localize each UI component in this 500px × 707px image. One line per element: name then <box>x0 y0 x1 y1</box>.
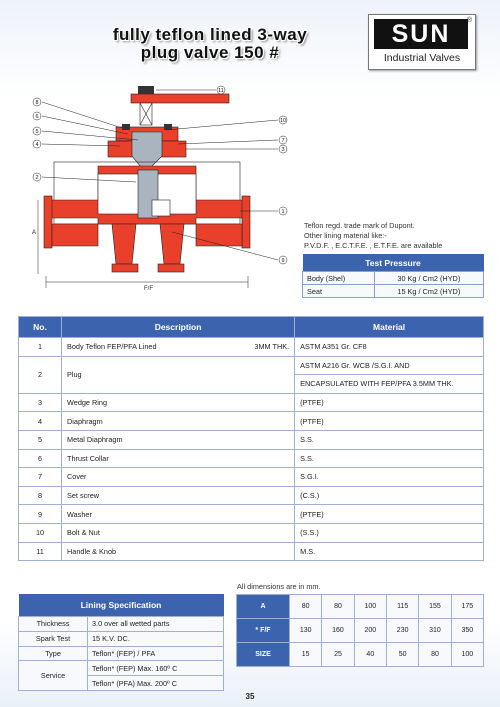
part-desc: Body Teflon FEP/PFA Lined <box>62 338 223 357</box>
dim-cell: 50 <box>386 643 418 667</box>
table-row <box>19 356 484 375</box>
title-line-2: plug valve 150 # <box>140 43 280 62</box>
part-material: ASTM A216 Gr. WCB /S.G.I. AND <box>295 356 484 375</box>
table-row <box>19 338 484 357</box>
callout-8: 8 <box>35 100 39 106</box>
right-flange <box>242 196 250 248</box>
part-no: 4 <box>19 412 62 431</box>
dim-cell: 200 <box>354 619 386 643</box>
dim-cell: 230 <box>386 619 418 643</box>
part-material: (C.S.) <box>295 486 484 505</box>
part-desc: Thrust Collar <box>62 449 295 468</box>
note-trademark: Teflon regd. trade mark of Dupont. <box>304 221 415 230</box>
title-line-1: fully teflon lined 3-way <box>112 25 308 44</box>
part-no: 6 <box>19 449 62 468</box>
table-row <box>19 412 484 431</box>
part-material: ASTM A351 Gr. CF8 <box>295 338 484 357</box>
lining-value: 3.0 over all wetted parts <box>88 617 224 632</box>
brand-logo <box>368 14 476 70</box>
part-material: (PTFE) <box>295 412 484 431</box>
note-other-lining: Other lining material like:- <box>304 231 387 240</box>
part-no: 11 <box>19 542 62 561</box>
lining-value: Teflon* (FEP) / PFA <box>88 646 224 661</box>
part-desc: Set screw <box>62 486 295 505</box>
dim-row-label: SIZE <box>237 643 290 667</box>
test-pressure-header: Test Pressure <box>303 254 484 272</box>
dim-a-label: A <box>32 230 37 236</box>
logo-subtitle: Industrial Valves <box>383 52 461 64</box>
tp-label: Seat <box>303 285 375 298</box>
table-row <box>19 523 484 542</box>
part-no: 5 <box>19 430 62 449</box>
dim-cell: 40 <box>354 643 386 667</box>
callout-2: 2 <box>35 175 39 181</box>
table-row <box>19 617 224 632</box>
part-desc: Bolt & Nut <box>62 523 295 542</box>
table-row <box>19 430 484 449</box>
callout-6: 6 <box>35 114 39 120</box>
note-materials: P.V.D.F. , E.C.T.F.E. , E.T.F.E. are available <box>304 241 443 250</box>
part-no: 1 <box>19 338 62 357</box>
table-row <box>19 661 224 676</box>
table-row <box>19 631 224 646</box>
table-row <box>19 486 484 505</box>
dimensions-table <box>236 594 484 667</box>
callout-7: 7 <box>281 138 285 144</box>
part-no: 8 <box>19 486 62 505</box>
part-desc-extra: 3MM THK. <box>222 338 295 357</box>
lining-value: 15 K.V. DC. <box>88 631 224 646</box>
part-material: (PTFE) <box>295 505 484 524</box>
tp-label: Body (Shel) <box>303 272 375 285</box>
table-row <box>303 285 484 298</box>
dim-row-label: A <box>237 595 290 619</box>
part-desc: Cover <box>62 468 295 487</box>
parts-table <box>18 316 484 561</box>
table-row <box>303 272 484 285</box>
dimensions-note: All dimensions are in mm. <box>237 582 321 591</box>
dim-cell: 115 <box>386 595 418 619</box>
part-desc: Diaphragm <box>62 412 295 431</box>
part-material: S.S. <box>295 430 484 449</box>
table-row <box>19 542 484 561</box>
part-no: 3 <box>19 393 62 412</box>
tp-value: 30 Kg / Cm2 (HYD) <box>374 272 483 285</box>
lining-label: Service <box>19 661 88 691</box>
part-desc: Metal Diaphragm <box>62 430 295 449</box>
dim-cell: 80 <box>419 643 451 667</box>
table-row <box>19 646 224 661</box>
lining-label: Thickness <box>19 617 88 632</box>
page-title <box>60 26 360 62</box>
dim-cell: 130 <box>290 619 322 643</box>
part-desc: Washer <box>62 505 295 524</box>
lining-specification-table <box>18 594 224 691</box>
tp-value: 15 Kg / Cm2 (HYD) <box>374 285 483 298</box>
callout-4: 4 <box>35 142 39 148</box>
handle-knob <box>138 86 154 94</box>
part-material: S.S. <box>295 449 484 468</box>
part-material: S.G.I. <box>295 468 484 487</box>
part-desc: Handle & Knob <box>62 542 295 561</box>
part-no: 7 <box>19 468 62 487</box>
table-row <box>237 643 484 667</box>
table-row <box>19 505 484 524</box>
dim-cell: 155 <box>419 595 451 619</box>
col-no-header: No. <box>19 317 62 338</box>
dim-cell: 350 <box>451 619 483 643</box>
col-mat-header: Material <box>295 317 484 338</box>
dim-cell: 100 <box>451 643 483 667</box>
table-row <box>19 449 484 468</box>
part-desc: Wedge Ring <box>62 393 295 412</box>
lining-value: Teflon* (FEP) Max. 160º C <box>88 661 224 676</box>
part-no: 9 <box>19 505 62 524</box>
part-material: (PTFE) <box>295 393 484 412</box>
dim-cell: 80 <box>290 595 322 619</box>
left-flange <box>44 196 52 248</box>
valve-cross-section-diagram <box>28 82 290 294</box>
lining-label: Spark Test <box>19 631 88 646</box>
lining-label: Type <box>19 646 88 661</box>
dim-cell: 310 <box>419 619 451 643</box>
handle-lever <box>131 94 229 103</box>
part-material: M.S. <box>295 542 484 561</box>
dim-cell: 175 <box>451 595 483 619</box>
table-row <box>19 468 484 487</box>
callout-9: 9 <box>281 258 285 264</box>
part-material-2: ENCAPSULATED WITH FEP/PFA 3.5MM THK. <box>295 375 484 394</box>
callout-10: 10 <box>279 118 287 124</box>
dim-row-label: * F/F <box>237 619 290 643</box>
part-no: 10 <box>19 523 62 542</box>
dim-cell: 25 <box>322 643 354 667</box>
callout-5: 5 <box>35 129 39 135</box>
test-pressure-table <box>302 254 484 298</box>
col-desc-header: Description <box>62 317 295 338</box>
part-desc: Plug <box>62 356 295 393</box>
part-no: 2 <box>19 356 62 393</box>
lining-header: Lining Specification <box>19 594 224 617</box>
registered-mark: ® <box>466 17 472 24</box>
dim-cell: 80 <box>322 595 354 619</box>
dim-ff-label: F/F <box>144 286 153 292</box>
dim-cell: 100 <box>354 595 386 619</box>
callout-3: 3 <box>281 147 285 153</box>
page-number: 35 <box>245 692 255 701</box>
dim-cell: 15 <box>290 643 322 667</box>
logo-brand: SUN <box>374 19 468 49</box>
callout-11: 11 <box>218 88 224 94</box>
table-row <box>237 595 484 619</box>
table-row <box>237 619 484 643</box>
callout-1: 1 <box>281 209 285 215</box>
part-material: (S.S.) <box>295 523 484 542</box>
dim-cell: 160 <box>322 619 354 643</box>
table-row <box>19 393 484 412</box>
lining-value: Teflon* (PFA) Max. 200º C <box>88 676 224 691</box>
